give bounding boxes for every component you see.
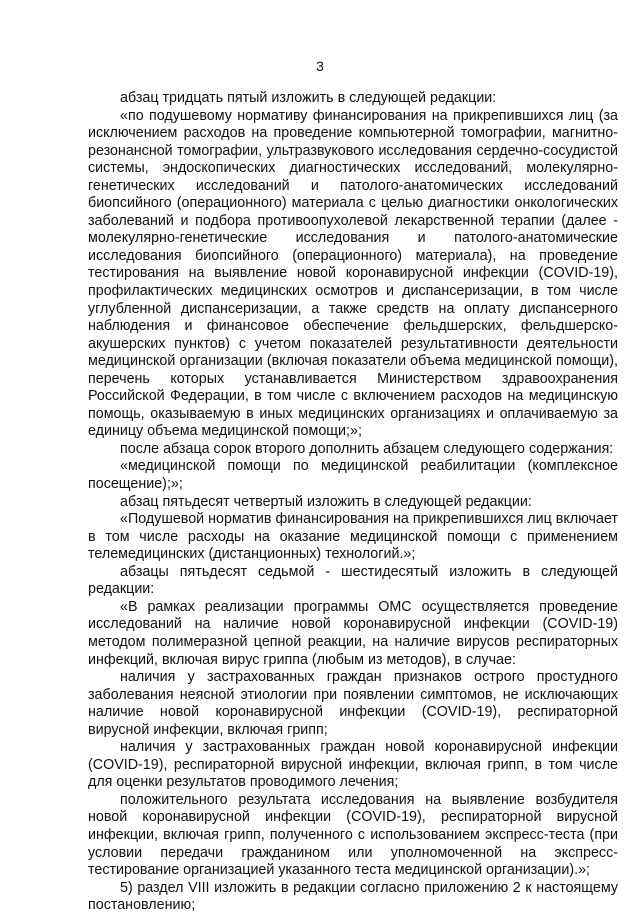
paragraph: абзацы пятьдесят седьмой - шестидесятый изложить в следующей редакции: [88, 563, 618, 598]
paragraph: абзац пятьдесят четвертый изложить в следующей редакции: [120, 493, 532, 510]
paragraph: после абзаца сорок второго дополнить абзацем следующего содержания: [120, 440, 614, 457]
paragraph: 5) раздел VIII изложить в редакции согласно приложению 2 к настоящему постановлению; [88, 879, 618, 914]
page-number: 3 [316, 58, 324, 74]
document-body [88, 90, 618, 915]
paragraph: наличия у застрахованных граждан признаков острого простудного заболевания неясной этиологии при появлении симптомов, не исключающих наличие новой коронавирусной инфекции (COVID-19), респираторной вирусной инфекции, включая грипп; [88, 669, 618, 738]
paragraph: наличия у застрахованных граждан новой коронавирусной инфекции (COVID-19), респираторной вирусной инфекции, включая грипп, в том числе для оценки результатов проводимого лечения; [88, 739, 618, 791]
paragraph: «по подушевому нормативу финансирования на прикрепившихся лиц (за исключением расходов на проведение компьютерной томографии, магнитно-резонансной томографии, ультразвукового исследования сердечно-сосудистой системы, эндоскопических диагностических исследований, молекулярно-генетических исследований и патолого-анатомических исследований биопсийного (операционного) материала с целью диагностики онкологических заболеваний и подбора противоопухолевой лекарственной терапии (далее - молекулярно-генетические исследования и патолого-анатомические исследования биопсийного (операционного) материала), на проведение тестирования на выявление новой коронавирусной инфекции (COVID-19), профилактических медицинских осмотров и диспансеризации, в том числе углубленной диспансеризации, а также средств на оплату диспансерного наблюдения и финансовое обеспечение фельдшерских, фельдшерско-акушерских пунктов) с учетом показателей результативности деятельности медицинской организации (включая показатели объема медицинской помощи), перечень которых устанавливается Министерством здравоохранения Российской Федерации, в том числе с включением расходов на медицинскую помощь, оказываемую в иных медицинских организациях и оплачиваемую за единицу объема медицинской помощи;»; [88, 107, 618, 440]
paragraph: абзац тридцать пятый изложить в следующей редакции: [120, 90, 497, 106]
paragraph: «Подушевой норматив финансирования на прикрепившихся лиц включает в том числе расходы на оказание медицинской помощи с применением телемедицинских (дистанционных) технологий.»; [88, 511, 618, 563]
paragraph: «медицинской помощи по медицинской реабилитации (комплексное посещение);»; [88, 458, 618, 493]
paragraph: «В рамках реализации программы ОМС осуществляется проведение исследований на наличие новой коронавирусной инфекции (COVID-19) методом полимеразной цепной реакции, на наличие вирусов респираторных инфекций, включая вирус гриппа (любым из методов), в случае: [88, 598, 618, 668]
paragraph: положительного результата исследования на выявление возбудителя новой коронавирусной инфекции (COVID-19), респираторной вирусной инфекции, включая грипп, полученного с использованием экспресс-теста (при условии передачи гражданином или уполномоченной на экспресс-тестирование организацией указанного теста медицинской организации).»; [88, 791, 618, 879]
